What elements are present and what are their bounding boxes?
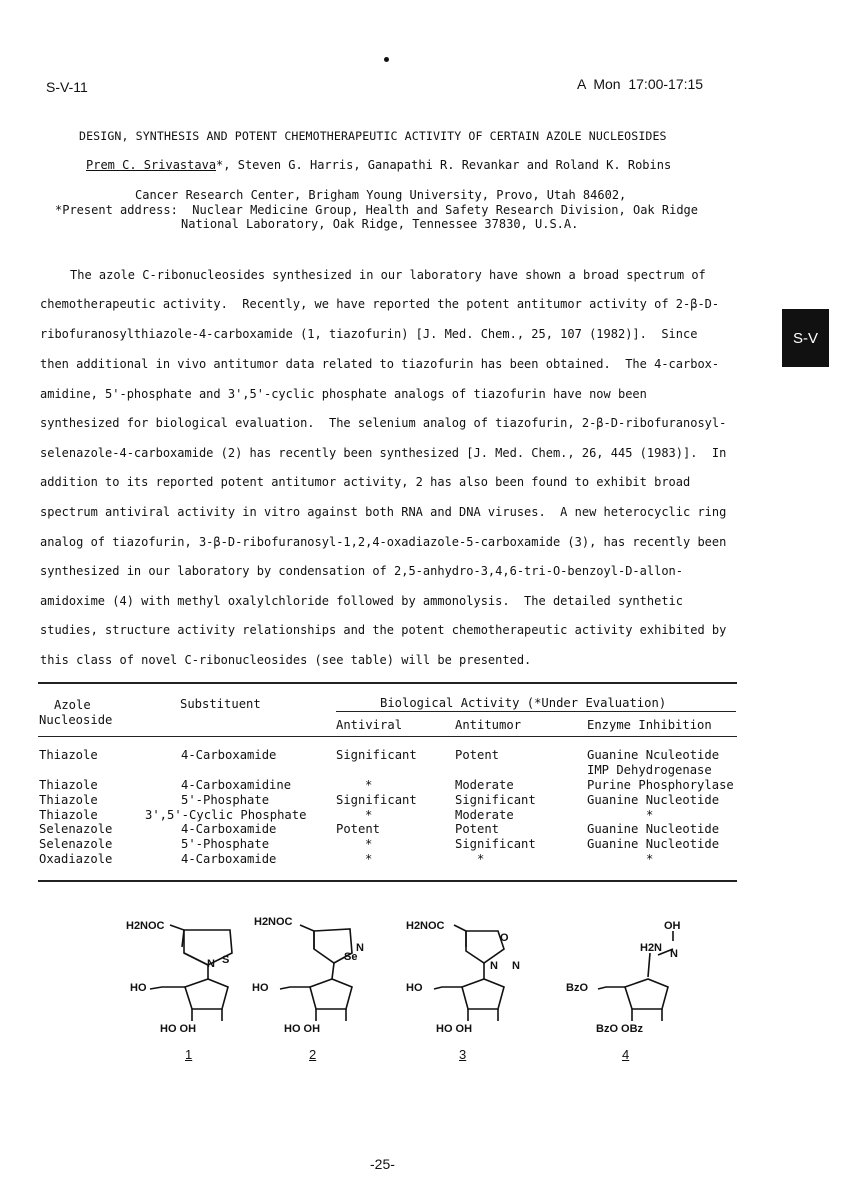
first-author: Prem C. Srivastava [86,158,217,172]
table-cell-antitumor: Potent [455,748,500,762]
col-antiviral: Antiviral [336,718,403,732]
body-line: chemotherapeutic activity. Recently, we have reported the potent antitumor activity of 2-β-D- [40,297,720,311]
structure-number: 3 [459,1047,467,1062]
table-cell-azole: Thiazole [39,748,98,762]
session-code: S-V-11 [46,79,88,95]
structure-3-drawing [434,925,504,1021]
table-cell-azole: Selenazole [39,822,113,836]
body-line: spectrum antiviral activity in vitro against both RNA and DNA viruses. A new heterocyclic ring [40,505,727,519]
structure-1-ring-atom: S [222,954,230,966]
table-cell-enzyme: * [646,808,654,822]
structure-3-hydroxyl: HO [406,982,423,994]
present-address-line-1: Nuclear Medicine Group, Health and Safety Research Division, Oak Ridge [192,203,699,217]
table-cell-antiviral: * [365,837,373,851]
table-cell-substituent: 3',5'-Cyclic Phosphate [145,808,307,822]
structure-2-hydroxyl: HO [252,982,269,994]
table-cell-enzyme-2: IMP Dehydrogenase [587,763,712,777]
body-line: addition to its reported potent antitumor activity, 2 has also been found to exhibit broad [40,475,691,489]
table-cell-antiviral: Significant [336,748,417,762]
structure-1-drawing [150,925,232,1021]
body-line: ribofuranosylthiazole-4-carboxamide (1, tiazofurin) [J. Med. Chem., 25, 107 (1982)]. Since [40,327,698,341]
table-bottom-rule [38,880,737,882]
col-biological-activity: Biological Activity (*Under Evaluation) [380,696,667,710]
structure-3-top-group: H2NOC [406,920,445,932]
body-line: analog of tiazofurin, 3-β-D-ribofuranosyl-1,2,4-oxadiazole-5-carboxamide (3), has recently been [40,535,727,549]
bio-rule [336,711,736,712]
page-number: -25- [370,1156,395,1172]
structure-number: 1 [185,1047,193,1062]
body-line: selenazole-4-carboxamide (2) has recently been synthesized [J. Med. Chem., 26, 445 (1983)]. In [40,446,727,460]
ring-atom-n: N [207,958,215,970]
table-cell-antiviral: Potent [336,822,381,836]
table-cell-antitumor: Moderate [455,808,514,822]
col-antitumor: Antitumor [455,718,522,732]
structure-4-top-group: OH [664,920,681,932]
table-cell-azole: Thiazole [39,778,98,792]
table-cell-antiviral: * [365,808,373,822]
table-cell-substituent: 5'-Phosphate [181,837,270,851]
table-cell-azole: Oxadiazole [39,852,113,866]
body-line: The azole C-ribonucleosides synthesized in our laboratory have shown a broad spectrum of [70,268,706,282]
structure-4-hydroxyl: BzO [566,982,588,994]
structure-2-sugar-bottom: HO OH [284,1023,321,1035]
table-cell-antiviral: * [365,852,373,866]
affiliation: Cancer Research Center, Brigham Young University, Provo, Utah 84602, [135,188,627,202]
structure-1-top-group: H2NOC [126,920,165,932]
chemical-structures [100,905,750,1040]
structure-2-drawing [280,925,352,1021]
section-tab[interactable]: S-V [782,309,829,367]
col-azole: Azole [54,698,91,712]
present-address-label: *Present address: [55,203,178,217]
table-cell-enzyme: Purine Phosphorylase [587,778,734,792]
body-line: synthesized for biological evaluation. The selenium analog of tiazofurin, 2-β-D-ribofuranosyl- [40,416,727,430]
ring-atom-n: N [356,942,364,954]
col-enzyme-inhibition: Enzyme Inhibition [587,718,712,732]
header-rule [38,736,737,737]
present-address [55,203,698,217]
table-cell-substituent: 4-Carboxamidine [181,778,292,792]
structure-3-sugar-bottom: HO OH [436,1023,473,1035]
structure-number: 4 [622,1047,630,1062]
structure-2-ring-atom: Se [344,951,358,963]
ring-atom-n: N [670,948,678,960]
table-cell-enzyme: Guanine Nculeotide [587,748,720,762]
first-author-mark: * [216,158,224,172]
structure-4-amidine: H2N [640,942,663,954]
table-cell-substituent: 4-Carboxamide [181,852,277,866]
structure-number: 2 [309,1047,317,1062]
body-line: this class of novel C-ribonucleosides (see table) will be presented. [40,653,532,667]
table-cell-antitumor: Significant [455,793,536,807]
page-dot [384,57,389,62]
table-cell-enzyme: * [646,852,654,866]
table-cell-substituent: 5'-Phosphate [181,793,270,807]
table-cell-antitumor: * [477,852,485,866]
body-line: amidine, 5'-phosphate and 3',5'-cyclic phosphate analogs of tiazofurin have now been [40,387,647,401]
structure-1-hydroxyl: HO [130,982,147,994]
ring-atom-n: N [512,960,520,972]
col-azole-2: Nucleoside [39,713,113,727]
paper-title: DESIGN, SYNTHESIS AND POTENT CHEMOTHERAPEUTIC ACTIVITY OF CERTAIN AZOLE NUCLEOSIDES [79,129,667,143]
col-substituent: Substituent [180,697,261,711]
table-cell-azole: Thiazole [39,793,98,807]
table-cell-substituent: 4-Carboxamide [181,748,277,762]
table-cell-antitumor: Potent [455,822,500,836]
other-authors: , Steven G. Harris, Ganapathi R. Revankar and Roland K. Robins [223,158,672,172]
time-slot: A Mon 17:00-17:15 [577,76,704,92]
table-cell-enzyme: Guanine Nucleotide [587,793,720,807]
body-line: studies, structure activity relationships and the potent chemotherapeutic activity exhibited by [40,623,727,637]
table-cell-azole: Selenazole [39,837,113,851]
table-cell-antiviral: Significant [336,793,417,807]
ring-atom-n: N [490,960,498,972]
body-line: then additional in vivo antitumor data related to tiazofurin has been obtained. The 4-carbox- [40,357,720,371]
table-cell-antitumor: Moderate [455,778,514,792]
structure-2-top-group: H2NOC [254,916,293,928]
structure-3-ring-atom: O [500,932,509,944]
body-line: amidoxime (4) with methyl oxalylchloride followed by ammonolysis. The detailed synthetic [40,594,683,608]
table-top-rule [38,682,737,684]
table-cell-antiviral: * [365,778,373,792]
table-cell-substituent: 4-Carboxamide [181,822,277,836]
table-cell-enzyme: Guanine Nucleotide [587,822,720,836]
present-address-line-2: National Laboratory, Oak Ridge, Tennessee 37830, U.S.A. [181,217,579,231]
table-cell-azole: Thiazole [39,808,98,822]
table-cell-enzyme: Guanine Nucleotide [587,837,720,851]
author-line [86,158,671,172]
body-line: synthesized in our laboratory by condensation of 2,5-anhydro-3,4,6-tri-O-benzoyl-D-allon- [40,564,683,578]
table-cell-antitumor: Significant [455,837,536,851]
structure-1-sugar-bottom: HO OH [160,1023,197,1035]
structure-4-sugar-bottom: BzO OBz [596,1023,644,1035]
